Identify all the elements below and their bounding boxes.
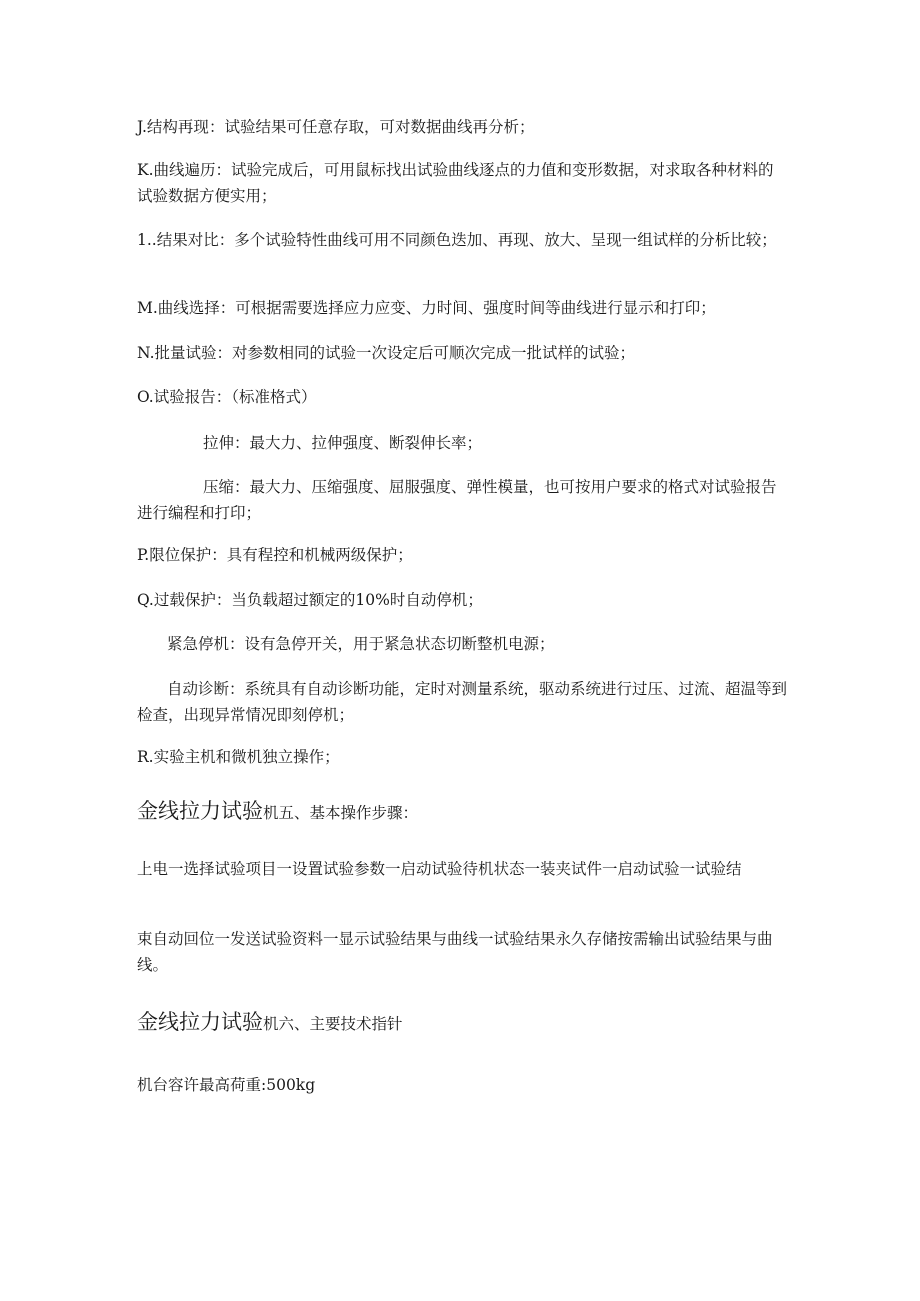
section6-heading	[137, 1007, 787, 1039]
item-r: R.实验主机和微机独立操作；	[137, 748, 340, 766]
item-q-diagnosis: 自动诊断：系统具有自动诊断功能，定时对测量系统，驱动系统进行过压、过流、超温等到检查，出现异常情况即刻停机；	[137, 680, 788, 724]
section5-title-big: 金线拉力试验	[137, 799, 263, 823]
item-p: P.限位保护：具有程控和机械两级保护；	[137, 546, 413, 564]
item-n: N.批量试验：对参数相同的试验一次设定后可顺次完成一批试样的试验；	[137, 344, 636, 362]
section5-step1: 上电一选择试验项目一设置试验参数一启动试验待机状态一装夹试件一启动试验一试验结	[137, 860, 742, 878]
section5-heading	[137, 796, 787, 828]
item-o-tensile: 拉伸：最大力、拉伸强度、断裂伸长率；	[203, 434, 483, 452]
section6-spec1: 机台容许最高荷重:500kg	[137, 1076, 316, 1094]
section6-title-small: 机六、主要技术指针	[263, 1015, 403, 1033]
section6-title-big: 金线拉力试验	[137, 1010, 263, 1034]
item-o-compression: 压缩：最大力、压缩强度、屈服强度、弹性模量，也可按用户要求的格式对试验报告进行编程和打印；	[137, 478, 777, 522]
item-m: M.曲线选择：可根据需要选择应力应变、力时间、强度时间等曲线进行显示和打印；	[137, 299, 716, 317]
section5-step2: 束自动回位一发送试验资料一显示试验结果与曲线一试验结果永久存储按需输出试验结果与曲线。	[137, 930, 773, 974]
item-j: J.结构再现：试验结果可任意存取，可对数据曲线再分析；	[137, 118, 535, 136]
section5-title-small: 机五、基本操作步骤：	[263, 804, 419, 822]
item-l: 1..结果对比：多个试验特性曲线可用不同颜色迭加、再现、放大、呈现一组试样的分析比较；	[137, 231, 777, 249]
item-q-emergency: 紧急停机：设有急停开关，用于紧急状态切断整机电源；	[167, 635, 555, 653]
item-o: O.试验报告：（标准格式）	[137, 388, 317, 406]
item-q: Q.过载保护：当负载超过额定的10%时自动停机；	[137, 591, 483, 609]
item-k: K.曲线遍历：试验完成后，可用鼠标找出试验曲线逐点的力值和变形数据，对求取各种材料的试验数据方便实用；	[137, 161, 774, 205]
